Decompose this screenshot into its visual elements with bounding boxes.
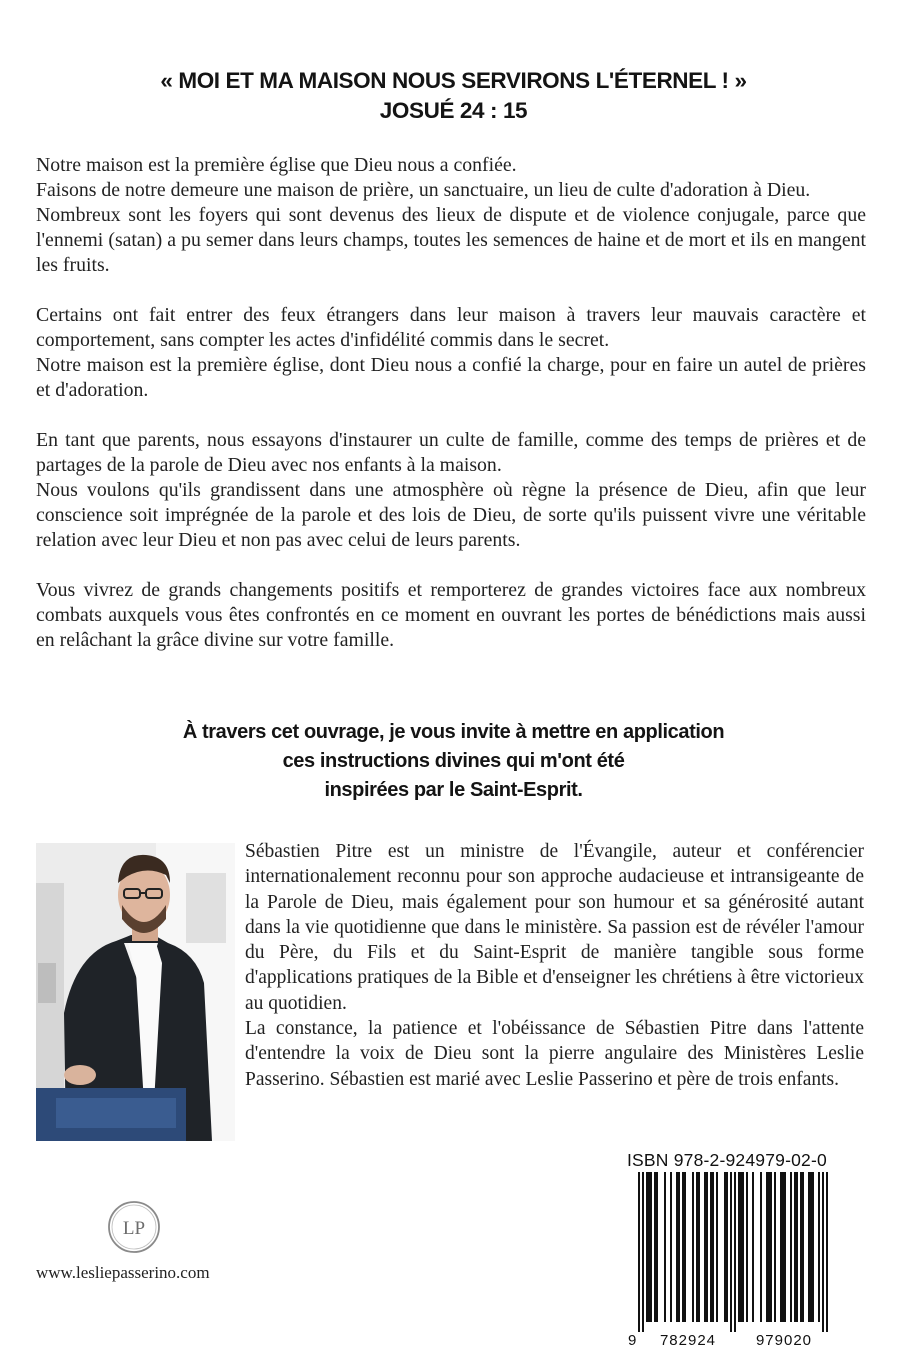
barcode-bar xyxy=(692,1172,694,1322)
barcode-bar xyxy=(752,1172,754,1322)
barcode-bar xyxy=(766,1172,768,1322)
barcode-bar xyxy=(780,1172,782,1322)
barcode-bar xyxy=(802,1172,804,1322)
barcode-bar xyxy=(646,1172,648,1322)
callout-line: À travers cet ouvrage, je vous invite à mettre en application xyxy=(182,721,725,743)
sentence: Certains ont fait entrer des feux étrangers dans leur maison à travers leur mauvais caractère et comportement, sans compter les actes d'infidélité commis dans le secret. xyxy=(36,304,866,351)
author-photo xyxy=(36,843,235,1141)
barcode-bar xyxy=(800,1172,802,1322)
barcode-digits-right: 979020 xyxy=(755,1332,813,1349)
barcode-bar xyxy=(710,1172,712,1322)
sentence: Nous voulons qu'ils grandissent dans une atmosphère où règne la présence de Dieu, afin que leur conscience soit imprégnée de la parole et des lois de Dieu, de sorte qu'ils puissent vivre une véritable relation avec leur Dieu et non pas avec celui de leurs parents. xyxy=(36,479,866,551)
lp-logo-icon xyxy=(107,1200,161,1254)
barcode-bar xyxy=(712,1172,714,1322)
barcode-bar xyxy=(770,1172,772,1322)
isbn-label: ISBN 978-2-924979-02-0 xyxy=(627,1150,827,1170)
barcode-bar xyxy=(790,1172,792,1322)
callout-line: inspirées par le Saint-Esprit. xyxy=(324,779,583,801)
scripture-heading xyxy=(0,66,907,126)
sentence: Faisons de notre demeure une maison de prière, un sanctuaire, un lieu de culte d'adoration à Dieu. xyxy=(36,179,811,201)
barcode-bar xyxy=(698,1172,700,1322)
barcode-bar xyxy=(740,1172,742,1322)
paragraph xyxy=(36,303,866,403)
sentence: Notre maison est la première église que Dieu nous a confiée. xyxy=(36,154,517,176)
barcode-bar xyxy=(768,1172,770,1322)
barcode-bar xyxy=(734,1172,736,1332)
paragraph xyxy=(36,428,866,553)
scripture-quote: « MOI ET MA MAISON NOUS SERVIRONS L'ÉTERNEL ! » xyxy=(160,68,747,93)
barcode-digits-left: 782924 xyxy=(659,1332,717,1349)
barcode-bar xyxy=(716,1172,718,1322)
barcode-bar xyxy=(724,1172,726,1322)
barcode-bar xyxy=(742,1172,744,1322)
barcode-bar xyxy=(782,1172,784,1322)
sentence: Notre maison est la première église, dont Dieu nous a confié la charge, pour en faire un autel de prières et d'adoration. xyxy=(36,354,866,401)
barcode-bar xyxy=(684,1172,686,1322)
barcode-bar xyxy=(706,1172,708,1322)
barcode-bar xyxy=(774,1172,776,1322)
barcode-bar xyxy=(696,1172,698,1322)
barcode-bar xyxy=(638,1172,640,1332)
barcode-bar xyxy=(794,1172,796,1322)
barcode-bar xyxy=(726,1172,728,1322)
paragraph xyxy=(36,153,866,278)
barcode-bars xyxy=(638,1172,828,1332)
website-url: www.lesliepasserino.com xyxy=(36,1263,210,1282)
barcode-bar xyxy=(808,1172,810,1322)
callout-line: ces instructions divines qui m'ont été xyxy=(282,750,625,772)
barcode-bar xyxy=(664,1172,666,1322)
logo-letters: LP xyxy=(122,1218,146,1239)
paragraph xyxy=(36,578,866,653)
bio-paragraph: Sébastien Pitre est un ministre de l'Évangile, auteur et conférencier internationalement reconnu pour son approche audacieuse et intransigeante de la Parole de Dieu, mais également pour son humour et sa générosité autant dans la vie quotidienne que dans le ministère. Sa passion est de révéler l'amour du Père, du Fils et du Saint-Esprit de manière tangible sous forme d'applications pratiques de la Bible et d'enseigner les chrétiens à être victorieux au quotidien. xyxy=(245,841,864,1014)
barcode-bar xyxy=(738,1172,740,1322)
barcode-bar xyxy=(810,1172,812,1322)
barcode xyxy=(624,1172,844,1350)
bio-paragraph: La constance, la patience et l'obéissance de Sébastien Pitre dans l'attente d'entendre la voix de Dieu sont la pierre angulaire des Ministères Leslie Passerino. Sébastien est marié avec Leslie Passerino et père de trois enfants. xyxy=(245,1018,864,1090)
barcode-bar xyxy=(704,1172,706,1322)
callout xyxy=(0,718,907,805)
barcode-bar xyxy=(760,1172,762,1322)
barcode-bar xyxy=(648,1172,650,1322)
barcode-bar xyxy=(678,1172,680,1322)
barcode-bar xyxy=(826,1172,828,1332)
barcode-bar xyxy=(682,1172,684,1322)
barcode-bar xyxy=(642,1172,644,1332)
barcode-bar xyxy=(670,1172,672,1322)
barcode-bar xyxy=(654,1172,656,1322)
barcode-bar xyxy=(656,1172,658,1322)
barcode-bar xyxy=(650,1172,652,1322)
barcode-bar xyxy=(818,1172,820,1322)
barcode-bar xyxy=(812,1172,814,1322)
sentence: Nombreux sont les foyers qui sont devenus des lieux de dispute et de violence conjugale, parce que l'ennemi (satan) a pu semer dans leurs champs, toutes les semences de haine et de mort et ils en mangent les fruits. xyxy=(36,204,866,276)
barcode-bar xyxy=(784,1172,786,1322)
author-bio xyxy=(245,839,864,1092)
barcode-bar xyxy=(796,1172,798,1322)
author-portrait-image xyxy=(36,843,235,1141)
publisher-logo xyxy=(107,1200,161,1254)
sentence: En tant que parents, nous essayons d'instaurer un culte de famille, comme des temps de prières et de partages de la parole de Dieu avec nos enfants à la maison. xyxy=(36,429,866,476)
sentence: Vous vivrez de grands changements positifs et remporterez de grandes victoires face aux nombreux combats auxquels vous êtes confrontés en ce moment en ouvrant les portes de bénédictions mais aussi en relâchant la grâce divine sur votre famille. xyxy=(36,579,866,651)
barcode-bar xyxy=(746,1172,748,1322)
barcode-bar xyxy=(730,1172,732,1332)
barcode-bar xyxy=(822,1172,824,1332)
main-text xyxy=(36,153,866,678)
scripture-reference: JOSUÉ 24 : 15 xyxy=(379,98,528,123)
barcode-digit-first: 9 xyxy=(628,1332,637,1349)
barcode-bar xyxy=(676,1172,678,1322)
